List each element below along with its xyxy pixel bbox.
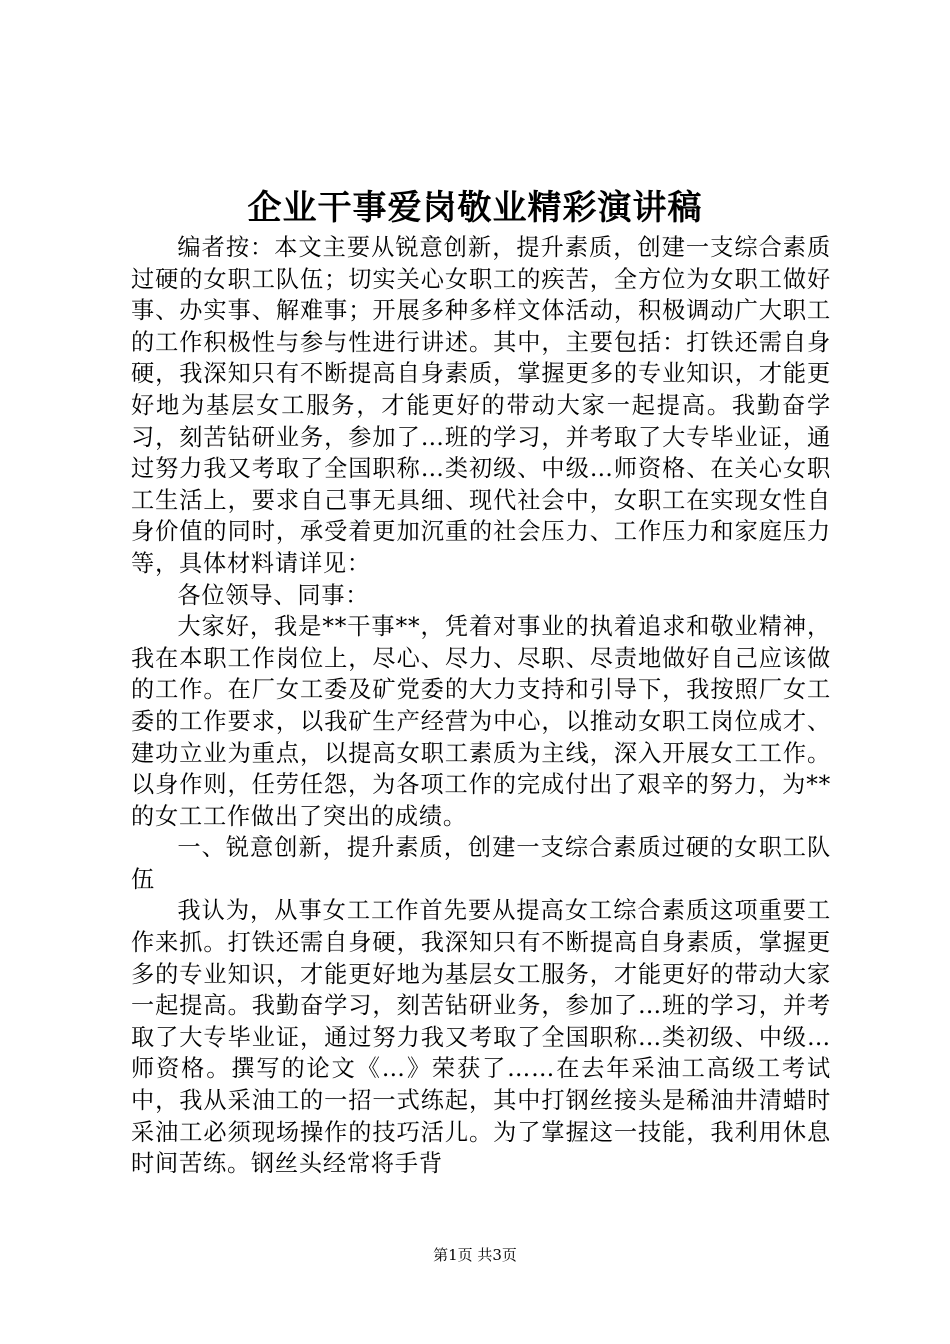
introduction-paragraph: 大家好，我是**干事**，凭着对事业的执着追求和敬业精神，我在本职工作岗位上，尽心、尽力、尽职、尽责地做好自己应该做的工作。在厂女工委及矿党委的大力支持和引导下，我按照厂女工委的工作要求，以我矿生产经营为中心，以推动女职工岗位成才、建功立业为重点，以提高女职工素质为主线，深入开展女工工作。以身作则，任劳任怨，为各项工作的完成付出了艰辛的努力，为**的女工工作做出了突出的成绩。 (131, 613, 831, 830)
salutation-paragraph: 各位领导、同事： (177, 581, 370, 609)
document-title: 企业干事爱岗敬业精彩演讲稿 (247, 188, 703, 228)
section-paragraph: 我认为，从事女工工作首先要从提高女工综合素质这项重要工作来抓。打铁还需自身硬，我深知只有不断提高自身素质，掌握更多的专业知识，才能更好地为基层女工服务，才能更好的带动大家一起提高。我勤奋学习，刻苦钻研业务，参加了…班的学习，并考取了大专毕业证，通过努力我又考取了全国职称…类初级、中级…师资格。撰写的论文《…》荣获了……在去年采油工高级工考试中，我从采油工的一招一式练起，其中打钢丝接头是稀油井清蜡时采油工必须现场操作的技巧活儿。为了掌握这一技能，我利用休息时间苦练。钢丝头经常将手背 (131, 897, 831, 1178)
document-body (131, 232, 831, 1180)
editor-note-paragraph: 编者按：本文主要从锐意创新，提升素质，创建一支综合素质过硬的女职工队伍；切实关心女职工的疾苦，全方位为女职工做好事、办实事、解难事；开展多种多样文体活动，积极调动广大职工的工作积极性与参与性进行讲述。其中，主要包括：打铁还需自身硬，我深知只有不断提高自身素质，掌握更多的专业知识，才能更好地为基层女工服务，才能更好的带动大家一起提高。我勤奋学习，刻苦钻研业务，参加了…班的学习，并考取了大专毕业证，通过努力我又考取了全国职称…类初级、中级…师资格、在关心女职工生活上，要求自己事无具细、现代社会中，女职工在实现女性自身价值的同时，承受着更加沉重的社会压力、工作压力和家庭压力等，具体材料请详见： (131, 234, 831, 577)
page-number-footer: 第1页 共3页 (433, 1246, 517, 1264)
section-heading: 一、锐意创新，提升素质，创建一支综合素质过硬的女职工队伍 (131, 834, 831, 893)
